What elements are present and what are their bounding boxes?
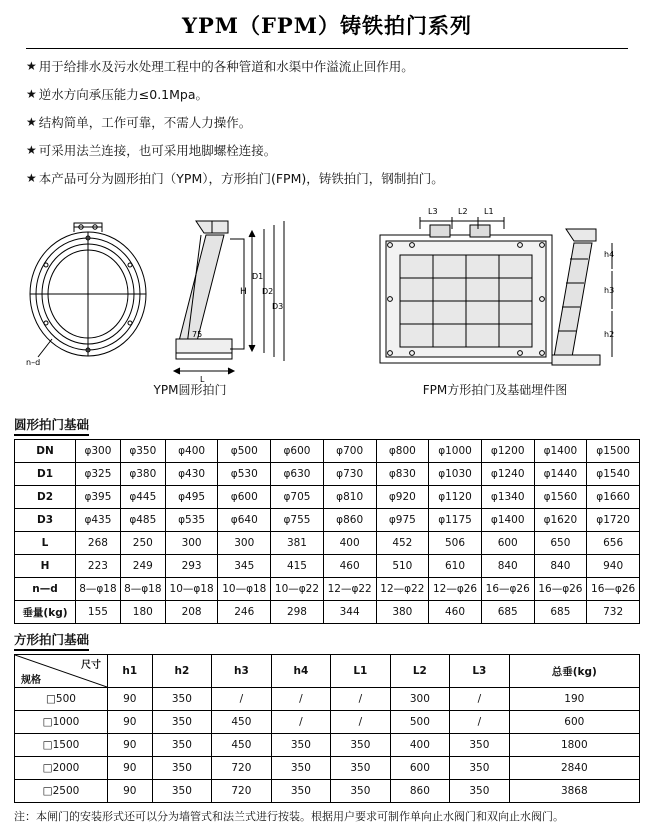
- table-cell: φ400: [165, 440, 218, 463]
- table-cell: φ1000: [429, 440, 482, 463]
- table-cell: φ860: [323, 509, 376, 532]
- table-cell: 293: [165, 555, 218, 578]
- section-heading-square: 方形拍门基础: [14, 630, 89, 651]
- table-cell: φ1660: [587, 486, 640, 509]
- table-cell: 656: [587, 532, 640, 555]
- table-cell: 400: [323, 532, 376, 555]
- table-row: [15, 734, 640, 757]
- section1-header-wrap: [0, 409, 654, 439]
- table-cell: 450: [212, 734, 272, 757]
- row-label: □500: [15, 688, 108, 711]
- table-cell: 460: [429, 601, 482, 624]
- table-cell: φ350: [120, 440, 165, 463]
- table-row: [15, 509, 640, 532]
- table-cell: φ640: [218, 509, 271, 532]
- table-cell: 350: [271, 734, 331, 757]
- list-item-label: 逆水方向承压能力≤0.1Mpa。: [38, 87, 208, 102]
- svg-text:D1: D1: [252, 272, 264, 281]
- table-cell: 1800: [509, 734, 639, 757]
- table-cell: 12—φ22: [323, 578, 376, 601]
- table-cell: 300: [390, 688, 450, 711]
- table-cell: φ1400: [534, 440, 587, 463]
- table-cell: φ600: [271, 440, 324, 463]
- table-cell: 350: [152, 711, 212, 734]
- list-item-label: 用于给排水及污水处理工程中的各种管道和水渠中作溢流止回作用。: [38, 59, 414, 74]
- row-label: DN: [15, 440, 76, 463]
- table-cell: 381: [271, 532, 324, 555]
- table-cell: φ1540: [587, 463, 640, 486]
- table-cell: φ600: [218, 486, 271, 509]
- star-icon: ★: [26, 59, 37, 73]
- table-cell: φ800: [376, 440, 429, 463]
- table-row: [15, 486, 640, 509]
- list-item: [26, 87, 628, 102]
- table-cell: /: [331, 711, 391, 734]
- table-cell: 90: [108, 757, 153, 780]
- table-cell: 10—φ22: [271, 578, 324, 601]
- table-cell: 249: [120, 555, 165, 578]
- column-header: h2: [152, 655, 212, 688]
- row-label: L: [15, 532, 76, 555]
- row-label: □2500: [15, 780, 108, 803]
- table-cell: 600: [390, 757, 450, 780]
- table-cell: 12—φ22: [376, 578, 429, 601]
- svg-text:L2: L2: [458, 207, 468, 216]
- table-cell: 350: [152, 757, 212, 780]
- table-cell: 298: [271, 601, 324, 624]
- table-cell: φ975: [376, 509, 429, 532]
- list-item-label: 本产品可分为圆形拍门（YPM），方形拍门(FPM)，铸铁拍门，钢制拍门。: [38, 171, 444, 186]
- list-item-label: 结构简单，工作可靠，不需人力操作。: [38, 115, 252, 130]
- table-cell: φ830: [376, 463, 429, 486]
- svg-text:75: 75: [192, 330, 203, 339]
- table-cell: φ1440: [534, 463, 587, 486]
- table-cell: φ300: [76, 440, 121, 463]
- table-cell: φ1340: [481, 486, 534, 509]
- table-cell: 246: [218, 601, 271, 624]
- table-cell: /: [450, 711, 510, 734]
- table-cell: /: [212, 688, 272, 711]
- svg-text:H: H: [240, 287, 247, 297]
- table-row: [15, 711, 640, 734]
- table-row: [15, 463, 640, 486]
- table-cell: 940: [587, 555, 640, 578]
- table-cell: φ500: [218, 440, 271, 463]
- table-cell: 350: [331, 757, 391, 780]
- table-cell: 2840: [509, 757, 639, 780]
- table-cell: 223: [76, 555, 121, 578]
- table-cell: 12—φ26: [429, 578, 482, 601]
- table-cell: 250: [120, 532, 165, 555]
- table-cell: 732: [587, 601, 640, 624]
- feature-list: [26, 59, 628, 186]
- table-cell: φ730: [323, 463, 376, 486]
- column-header: h4: [271, 655, 331, 688]
- table-cell: /: [271, 688, 331, 711]
- svg-text:D2: D2: [262, 287, 274, 296]
- table-row: [15, 780, 640, 803]
- dimension-spec-corner-cell: [15, 655, 108, 688]
- table-cell: φ705: [271, 486, 324, 509]
- row-label: □1500: [15, 734, 108, 757]
- table-row: [15, 601, 640, 624]
- svg-text:h3: h3: [604, 286, 615, 295]
- table-cell: φ1620: [534, 509, 587, 532]
- table-cell: φ435: [76, 509, 121, 532]
- table-cell: 720: [212, 757, 272, 780]
- table-cell: φ1560: [534, 486, 587, 509]
- svg-text:L3: L3: [428, 207, 438, 216]
- table-cell: 350: [152, 780, 212, 803]
- table-cell: φ325: [76, 463, 121, 486]
- fpm-front-view: [380, 207, 552, 363]
- table-cell: /: [271, 711, 331, 734]
- column-header: L1: [331, 655, 391, 688]
- table-cell: φ530: [218, 463, 271, 486]
- table-cell: φ430: [165, 463, 218, 486]
- table-cell: 380: [376, 601, 429, 624]
- table-cell: 720: [212, 780, 272, 803]
- table-cell: φ1120: [429, 486, 482, 509]
- table-cell: 10—φ18: [165, 578, 218, 601]
- list-item: [26, 171, 628, 186]
- table-cell: 350: [152, 688, 212, 711]
- table-cell: 208: [165, 601, 218, 624]
- table-cell: 840: [481, 555, 534, 578]
- corner-label-spec: 规格: [21, 675, 41, 686]
- list-item: [26, 59, 628, 74]
- table-row: [15, 532, 640, 555]
- star-icon: ★: [26, 171, 37, 185]
- table-cell: 345: [218, 555, 271, 578]
- table-cell: 90: [108, 734, 153, 757]
- table-cell: 268: [76, 532, 121, 555]
- table-cell: φ1175: [429, 509, 482, 532]
- table-cell: 350: [331, 734, 391, 757]
- table-cell: 685: [481, 601, 534, 624]
- table-cell: 600: [481, 532, 534, 555]
- table-cell: 344: [323, 601, 376, 624]
- table-cell: 8—φ18: [120, 578, 165, 601]
- list-item: [26, 115, 628, 130]
- table-cell: 452: [376, 532, 429, 555]
- table-cell: 300: [218, 532, 271, 555]
- row-label: D1: [15, 463, 76, 486]
- table-cell: φ495: [165, 486, 218, 509]
- table-cell: 350: [152, 734, 212, 757]
- table-cell: φ1030: [429, 463, 482, 486]
- table-cell: φ445: [120, 486, 165, 509]
- row-label: D2: [15, 486, 76, 509]
- table-header-row: [15, 655, 640, 688]
- table-cell: 16—φ26: [534, 578, 587, 601]
- table-cell: 650: [534, 532, 587, 555]
- list-item-label: 可采用法兰连接，也可采用地脚螺栓连接。: [38, 143, 277, 158]
- table-cell: 500: [390, 711, 450, 734]
- table-cell: 685: [534, 601, 587, 624]
- table-cell: 840: [534, 555, 587, 578]
- column-header: L3: [450, 655, 510, 688]
- drawing-svg: [0, 199, 654, 399]
- table-cell: 190: [509, 688, 639, 711]
- table-cell: 860: [390, 780, 450, 803]
- table-cell: φ1500: [587, 440, 640, 463]
- table-cell: 300: [165, 532, 218, 555]
- table-cell: φ755: [271, 509, 324, 532]
- svg-text:h4: h4: [604, 250, 615, 259]
- table-cell: 600: [509, 711, 639, 734]
- table-cell: 350: [271, 780, 331, 803]
- table-cell: φ700: [323, 440, 376, 463]
- table-cell: φ380: [120, 463, 165, 486]
- table-cell: φ395: [76, 486, 121, 509]
- svg-text:D3: D3: [272, 302, 284, 311]
- title-divider: [26, 48, 628, 49]
- table-cell: 610: [429, 555, 482, 578]
- table-cell: φ1400: [481, 509, 534, 532]
- table-cell: 350: [450, 734, 510, 757]
- svg-text:L1: L1: [484, 207, 494, 216]
- table-cell: 16—φ26: [481, 578, 534, 601]
- table-cell: /: [450, 688, 510, 711]
- row-label: D3: [15, 509, 76, 532]
- table-cell: 155: [76, 601, 121, 624]
- table-cell: 3868: [509, 780, 639, 803]
- square-gate-table: [14, 654, 640, 803]
- table-row: [15, 757, 640, 780]
- caption-fpm: FPM方形拍门及基础埋件图: [422, 383, 568, 397]
- technical-drawings: [0, 199, 654, 409]
- table-cell: 8—φ18: [76, 578, 121, 601]
- table-row: [15, 578, 640, 601]
- row-label: □1000: [15, 711, 108, 734]
- table-cell: /: [331, 688, 391, 711]
- star-icon: ★: [26, 115, 37, 129]
- table-cell: 350: [450, 780, 510, 803]
- table-cell: 510: [376, 555, 429, 578]
- table-cell: φ485: [120, 509, 165, 532]
- table-cell: 460: [323, 555, 376, 578]
- table-cell: φ630: [271, 463, 324, 486]
- svg-text:h2: h2: [604, 330, 615, 339]
- star-icon: ★: [26, 143, 37, 157]
- table-cell: 450: [212, 711, 272, 734]
- table-cell: 350: [331, 780, 391, 803]
- table-cell: 16—φ26: [587, 578, 640, 601]
- table-cell: 350: [450, 757, 510, 780]
- star-icon: ★: [26, 87, 37, 101]
- table-cell: 350: [271, 757, 331, 780]
- table-cell: φ1720: [587, 509, 640, 532]
- table-cell: 90: [108, 688, 153, 711]
- table-cell: 180: [120, 601, 165, 624]
- table-cell: φ1240: [481, 463, 534, 486]
- fpm-side-view: [552, 229, 614, 365]
- column-header: L2: [390, 655, 450, 688]
- section-heading-round: 圆形拍门基础: [14, 415, 89, 436]
- table-cell: 10—φ18: [218, 578, 271, 601]
- ypm-side-view: [174, 221, 284, 384]
- table-cell: φ1200: [481, 440, 534, 463]
- table-cell: φ535: [165, 509, 218, 532]
- table-cell: 90: [108, 711, 153, 734]
- table-row: [15, 440, 640, 463]
- corner-label-size: 尺寸: [81, 660, 101, 671]
- svg-text:L: L: [200, 375, 205, 384]
- row-label: H: [15, 555, 76, 578]
- table-cell: 400: [390, 734, 450, 757]
- column-header: h3: [212, 655, 272, 688]
- svg-text:n–d: n–d: [26, 358, 41, 367]
- round-gate-table: [14, 439, 640, 624]
- footnote: 注：本闸门的安装形式还可以分为墙管式和法兰式进行按装。根据用户要求可制作单向止水阀门和双向止水阀门。: [14, 810, 564, 823]
- ypm-front-view: [26, 223, 146, 367]
- table-cell: φ810: [323, 486, 376, 509]
- table-cell: 415: [271, 555, 324, 578]
- column-header: 总垂(kg): [509, 655, 639, 688]
- page-title: YPM（FPM）铸铁拍门系列: [182, 13, 472, 38]
- row-label: n—d: [15, 578, 76, 601]
- row-label: 垂量(kg): [15, 601, 76, 624]
- table-cell: φ920: [376, 486, 429, 509]
- list-item: [26, 143, 628, 158]
- table-cell: 506: [429, 532, 482, 555]
- table-row: [15, 555, 640, 578]
- section2-header-wrap: [0, 624, 654, 654]
- caption-ypm: YPM圆形拍门: [153, 383, 227, 397]
- table-cell: 90: [108, 780, 153, 803]
- row-label: □2000: [15, 757, 108, 780]
- column-header: h1: [108, 655, 153, 688]
- table-row: [15, 688, 640, 711]
